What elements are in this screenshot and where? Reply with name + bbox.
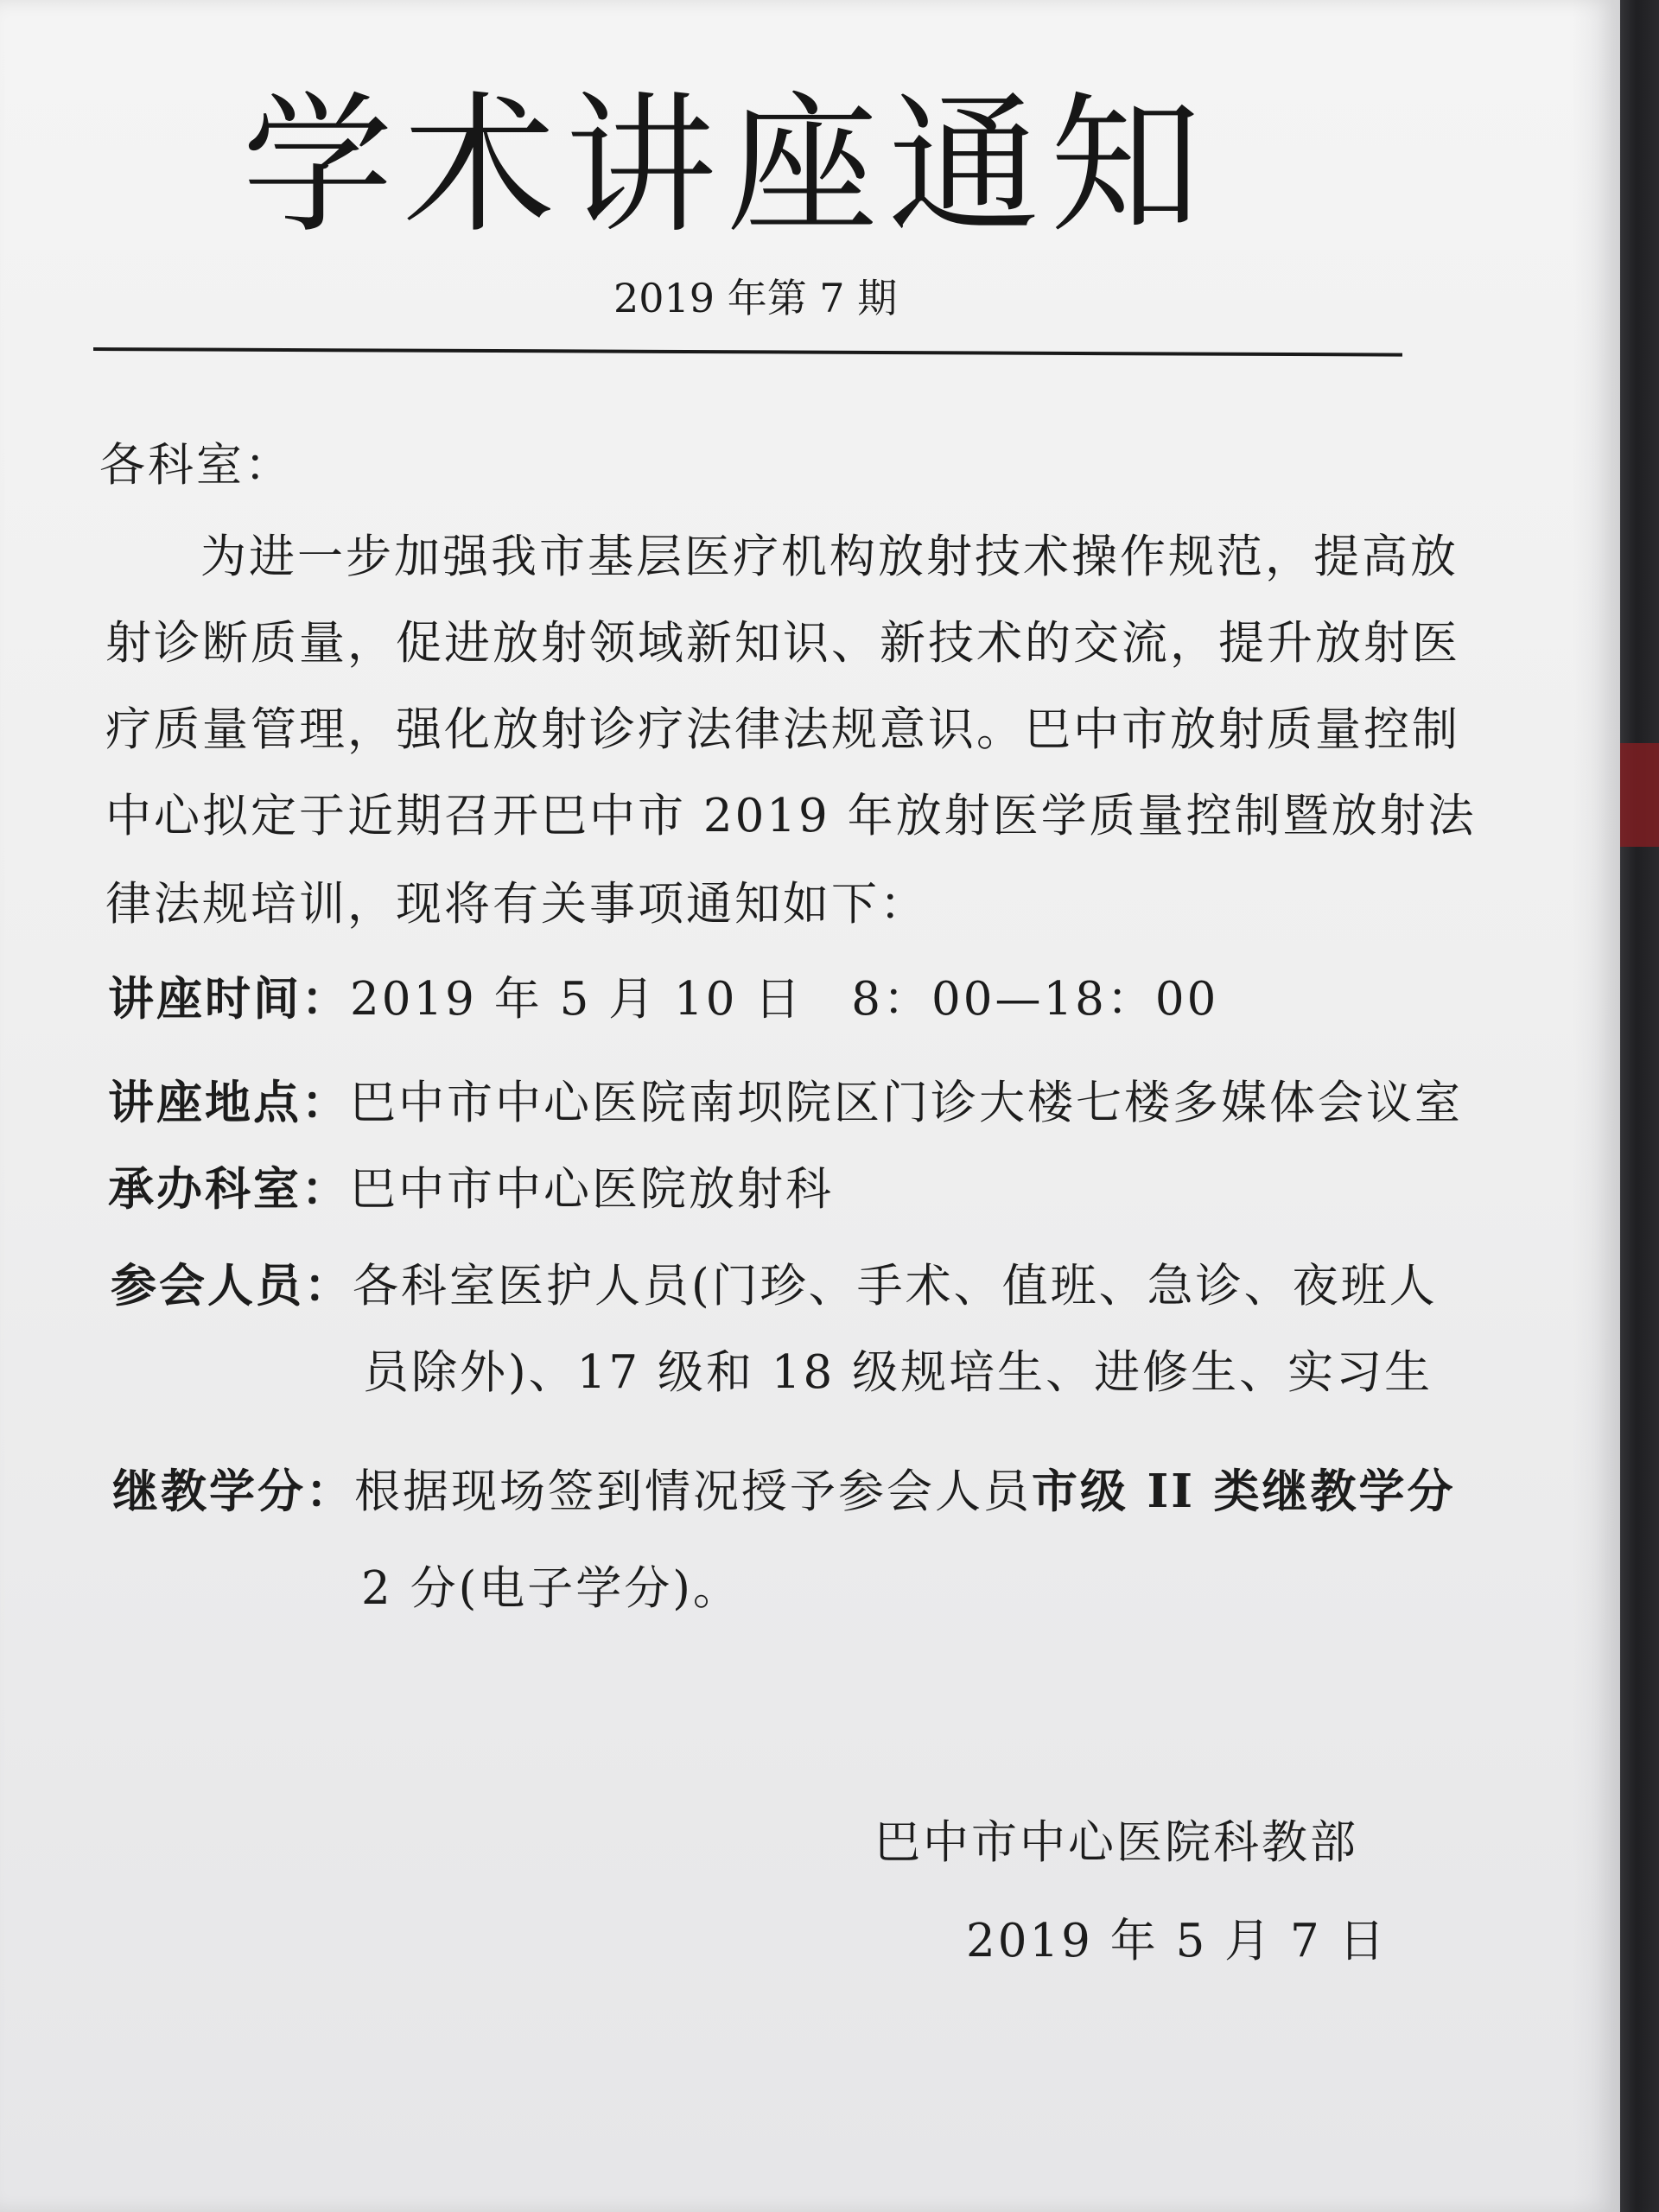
attendees-value-line1: 各科室医护人员(门珍、手术、值班、急诊、夜班人 [353,1260,1438,1313]
header-divider [93,347,1402,357]
salutation: 各科室： [99,439,293,492]
time-label: 讲座时间： [108,973,350,1026]
body-line-4: 中心拟定于近期召开巴中市 2019 年放射医学质量控制暨放射法 [105,790,1477,842]
department-row [108,1163,834,1216]
signature-date: 2019 年 5 月 7 日 [966,1915,1388,1967]
time-row [108,973,1219,1026]
credits-label: 继教学分： [112,1465,354,1518]
body-line-2: 射诊断质量，促进放射领域新知识、新技术的交流，提升放射医 [105,617,1460,670]
credits-value-emphasis: 市级 II 类继教学分 [1032,1465,1456,1518]
location-label: 讲座地点： [108,1077,350,1129]
credits-value-plain: 根据现场签到情况授予参会人员 [354,1465,1032,1518]
issue-number: 2019 年第 7 期 [613,275,898,321]
attendees-label: 参会人员： [111,1260,353,1313]
department-label: 承办科室： [108,1163,350,1216]
signature-org: 巴中市中心医院科教部 [874,1816,1358,1869]
body-line-1: 为进一步加强我市基层医疗机构放射技术操作规范，提高放 [200,531,1459,583]
attendees-value-line2: 员除外)、17 级和 18 级规培生、进修生、实习生 [363,1346,1433,1399]
body-line-3: 疗质量管理，强化放射诊疗法律法规意识。巴中市放射质量控制 [105,703,1460,756]
credits-row [112,1465,1456,1518]
body-line-5: 律法规培训，现将有关事项通知如下： [105,878,928,931]
time-value: 2019 年 5 月 10 日 8：00—18：00 [350,973,1219,1026]
credits-value-line2: 2 分(电子学分)。 [361,1562,741,1615]
attendees-row [111,1260,1438,1313]
location-value: 巴中市中心医院南坝院区门诊大楼七楼多媒体会议室 [350,1077,1463,1129]
department-value: 巴中市中心医院放射科 [350,1163,834,1216]
notice-title: 学术讲座通知 [242,79,1211,254]
location-row [108,1077,1463,1129]
